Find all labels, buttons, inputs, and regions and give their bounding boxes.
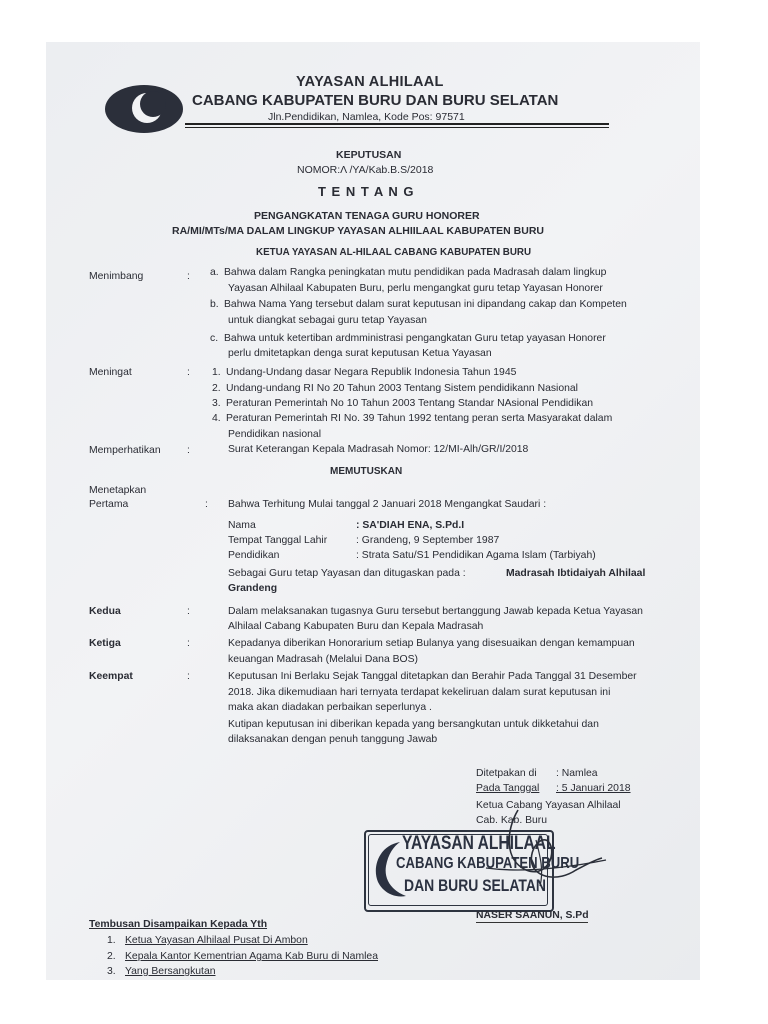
second-colon: : <box>187 606 190 617</box>
deciding-heading: MEMUTUSKAN <box>330 466 403 477</box>
field-name-label: Nama <box>228 520 256 531</box>
considering-c-marker: c. <box>210 333 219 344</box>
recalling-4-text-cont: Pendidikan nasional <box>228 429 322 440</box>
fourth-line3: maka akan diadakan perbaikan seperlunya . <box>228 702 432 713</box>
copies-3-marker: 3. <box>107 966 116 977</box>
stamp-line1: YAYASAN ALHILAAL <box>402 833 556 854</box>
recalling-label: Meningat <box>89 367 132 378</box>
noting-label: Memperhatikan <box>89 445 161 456</box>
noting-colon: : <box>187 445 190 456</box>
fourth-line2: 2018. Jika dikemudiaan hari ternyata terdapat kekeliruan dalam surat keputusan ini <box>228 687 611 698</box>
considering-label: Menimbang <box>89 271 144 282</box>
establish-label: Menetapkan <box>89 485 147 496</box>
considering-c-line1: Bahwa untuk ketertiban ardmministrasi pengangkatan Guru tetap yayasan Honorer <box>224 333 606 344</box>
signer-role-line2: Cab. Kab. Buru <box>476 815 548 826</box>
decree-title-line2: RA/MI/MTs/MA DALAM LINGKUP YAYASAN ALHIILAAL KABUPATEN BURU <box>172 225 544 237</box>
recalling-2-text: Undang-undang RI No 20 Tahun 2003 Tentang Sistem pendidikann Nasional <box>226 383 578 394</box>
fourth-colon: : <box>187 671 190 682</box>
considering-c-line2: perlu dmitetapkan denga surat keputusan Ketua Yayasan <box>228 348 492 359</box>
decree-title-line1: PENGANGKATAN TENAGA GURU HONORER <box>254 210 480 222</box>
crescent-logo-icon <box>104 84 184 134</box>
signer-name: NASER SAANUN, S.Pd <box>476 910 589 921</box>
letterhead-rule <box>185 123 609 125</box>
recalling-1-text: Undang-Undang dasar Negara Republik Indonesia Tahun 1945 <box>226 367 517 378</box>
stamp-line2: CABANG KABUPATEN BURU <box>396 855 580 872</box>
copies-2-text: Kepala Kantor Kementrian Agama Kab Buru di Namlea <box>125 951 378 962</box>
first-label: Pertama <box>89 499 129 510</box>
date-label: Pada Tanggal <box>476 783 540 794</box>
considering-b-line1: Bahwa Nama Yang tersebut dalam surat keputusan ini dipandang cakap dan Kompeten <box>224 299 627 310</box>
fourth-line4: Kutipan keputusan ini diberikan kepada yang bersangkutan untuk dikketahui dan <box>228 719 599 730</box>
fourth-line1: Keputusan Ini Berlaku Sejak Tanggal ditetapkan dan Berahir Pada Tanggal 31 Desember <box>228 671 637 682</box>
field-birth-value: : Grandeng, 9 September 1987 <box>356 535 500 546</box>
second-line1: Dalam melaksanakan tugasnya Guru tersebut bertanggung Jawab kepada Ketua Yayasan <box>228 606 643 617</box>
branch-name: CABANG KABUPATEN BURU DAN BURU SELATAN <box>192 92 559 109</box>
considering-colon: : <box>187 271 190 282</box>
third-colon: : <box>187 638 190 649</box>
stamp-line3: DAN BURU SELATAN <box>404 876 546 895</box>
field-birth-label: Tempat Tanggal Lahir <box>228 535 328 546</box>
fourth-label: Keempat <box>89 671 133 682</box>
copies-3-text: Yang Bersangkutan <box>125 966 216 977</box>
recalling-2-marker: 2. <box>212 383 221 394</box>
considering-b-marker: b. <box>210 299 219 310</box>
first-text: Bahwa Terhitung Mulai tanggal 2 Januari 2018 Mengangkat Saudari : <box>228 499 547 510</box>
place-value: : Namlea <box>556 768 598 779</box>
recalling-4-marker: 4. <box>212 413 221 424</box>
handwritten-signature <box>466 800 616 900</box>
second-label: Kedua <box>89 606 121 617</box>
recalling-4-text: Peraturan Pemerintah RI No. 39 Tahun 1992 tentang peran serta Masyarakat dalam <box>226 413 613 424</box>
fourth-line5: dilaksanakan dengan penuh tanggung Jawab <box>228 734 438 745</box>
letterhead-rule-thin <box>185 127 609 128</box>
first-colon: : <box>205 499 208 510</box>
field-education-label: Pendidikan <box>228 550 280 561</box>
third-label: Ketiga <box>89 638 121 649</box>
recalling-1-marker: 1. <box>212 367 221 378</box>
signer-name-underline <box>476 922 588 923</box>
field-education-value: : Strata Satu/S1 Pendidikan Agama Islam (Tarbiyah) <box>356 550 596 561</box>
decree-about: T E N T A N G <box>318 184 415 199</box>
letterhead-address: Jln.Pendidikan, Namlea, Kode Pos: 97571 <box>268 111 465 123</box>
place-label: Ditetpakan di <box>476 768 537 779</box>
third-line2: keuangan Madrasah (Melalui Dana BOS) <box>228 654 419 665</box>
appointment-school-cont: Grandeng <box>228 583 278 594</box>
considering-a-line2: Yayasan Alhilaal Kabupaten Buru, perlu mengangkat guru tetap Yayasan Honorer <box>228 283 603 294</box>
org-name: YAYASAN ALHILAAL <box>296 74 444 90</box>
copies-2-marker: 2. <box>107 951 116 962</box>
considering-a-marker: a. <box>210 267 219 278</box>
signer-role-line1: Ketua Cabang Yayasan Alhilaal <box>476 800 621 811</box>
considering-a-line1: Bahwa dalam Rangka peningkatan mutu pendidikan pada Madrasah dalam lingkup <box>224 267 607 278</box>
decree-heading: KEPUTUSAN <box>336 149 402 161</box>
decree-number: NOMOR:Λ /YA/Kab.B.S/2018 <box>297 164 434 176</box>
second-line2: Alhilaal Cabang Kabupaten Buru dan Kepala Madrasah <box>228 621 484 632</box>
copies-heading: Tembusan Disampaikan Kepada Yth <box>89 919 268 930</box>
noting-text: Surat Keterangan Kepala Madrasah Nomor: 12/MI-Alh/GR/I/2018 <box>228 444 529 455</box>
appointment-school: Madrasah Ibtidaiyah Alhilaal <box>506 568 646 579</box>
copies-1-marker: 1. <box>107 935 116 946</box>
field-name-value: : SA'DIAH ENA, S.Pd.I <box>356 520 465 531</box>
third-line1: Kepadanya diberikan Honorarium setiap Bulanya yang disesuaikan dengan kemampuan <box>228 638 635 649</box>
date-value: : 5 Januari 2018 <box>556 783 631 794</box>
decree-issuer: KETUA YAYASAN AL-HILAAL CABANG KABUPATEN BURU <box>256 247 532 258</box>
recalling-3-marker: 3. <box>212 398 221 409</box>
considering-b-line2: untuk diangkat sebagai guru tetap Yayasan <box>228 315 427 326</box>
copies-1-text: Ketua Yayasan Alhilaal Pusat Di Ambon <box>125 935 308 946</box>
recalling-3-text: Peraturan Pemerintah No 10 Tahun 2003 Tentang Standar NAsional Pendidikan <box>226 398 594 409</box>
recalling-colon: : <box>187 367 190 378</box>
appointment-prefix: Sebagai Guru tetap Yayasan dan ditugaskan pada : <box>228 568 466 579</box>
